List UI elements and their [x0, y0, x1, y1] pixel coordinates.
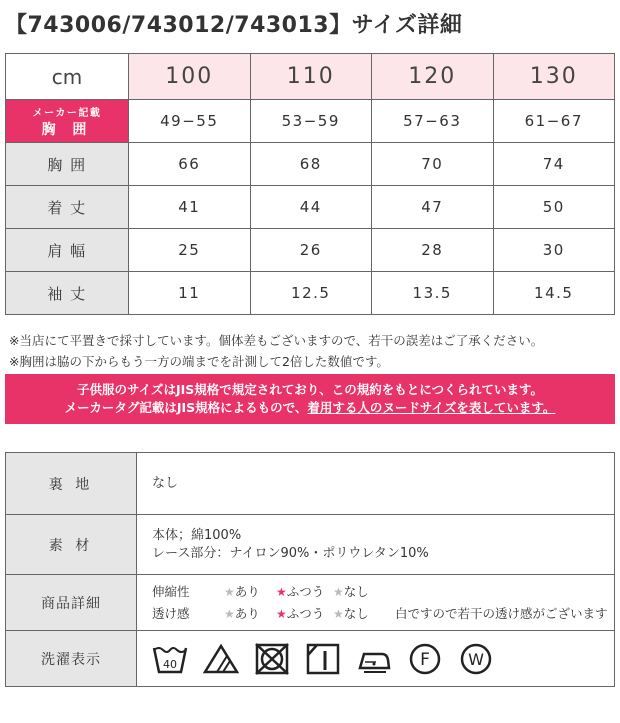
- features-label: 商品詳細: [6, 575, 137, 631]
- table-cell: 57−63: [372, 100, 494, 143]
- sheer-option-normal: ★ふつう: [276, 605, 325, 621]
- svg-text:40: 40: [163, 657, 177, 671]
- sheer-row: [152, 603, 614, 625]
- table-cell: 13.5: [372, 272, 494, 315]
- iron-low-icon: [356, 642, 392, 676]
- care-icons: [137, 631, 615, 687]
- star-icon: ★: [276, 606, 287, 621]
- table-cell: 12.5: [250, 272, 372, 315]
- jis-info-banner: [5, 374, 615, 424]
- material-line-1: 本体；綿100%: [152, 527, 242, 543]
- table-row: [6, 100, 615, 143]
- wash-40-icon: [152, 642, 188, 676]
- care-label: 洗濯表示: [6, 631, 137, 687]
- banner-line-1: 子供服のサイズはJIS規格で規定されており、この規約をもとにつくられています。: [76, 382, 544, 397]
- row-label-chest: 胸 囲: [6, 143, 129, 186]
- size-table: [5, 53, 615, 315]
- star-icon: ★: [333, 584, 344, 599]
- star-icon: ★: [276, 584, 287, 599]
- maker-chest-label: [6, 100, 129, 143]
- stretch-option-yes: ★あり: [224, 583, 260, 599]
- star-icon: ★: [224, 606, 235, 621]
- table-cell: 41: [129, 186, 251, 229]
- wet-clean-w-icon: [458, 642, 494, 676]
- note-line: ※胸囲は脇の下からもう一方の端までを計測して2倍した数値です。: [9, 354, 389, 369]
- table-cell: 53−59: [250, 100, 372, 143]
- material-label: 素 材: [6, 515, 137, 575]
- table-cell: 14.5: [493, 272, 615, 315]
- banner-line-2b: 着用する人のヌードサイズを表しています。: [307, 400, 556, 415]
- stretch-label: 伸縮性: [152, 583, 190, 599]
- table-row: [6, 453, 615, 515]
- table-cell: 44: [250, 186, 372, 229]
- maker-label-top: メーカー記載: [32, 107, 102, 119]
- no-tumble-dry-icon: [254, 642, 290, 676]
- table-row: [6, 575, 615, 631]
- unit-cell: cm: [6, 54, 129, 100]
- table-cell: 25: [129, 229, 251, 272]
- stretch-option-normal: ★ふつう: [276, 583, 325, 599]
- svg-text:W: W: [468, 649, 484, 669]
- table-cell: 66: [129, 143, 251, 186]
- sheer-option-yes: ★あり: [224, 605, 260, 621]
- row-label-length: 着 丈: [6, 186, 129, 229]
- table-cell: 47: [372, 186, 494, 229]
- table-row: [6, 272, 615, 315]
- table-cell: 74: [493, 143, 615, 186]
- table-row: [6, 631, 615, 687]
- table-cell: 30: [493, 229, 615, 272]
- dryclean-f-icon: [407, 642, 443, 676]
- sheer-label: 透け感: [152, 605, 190, 621]
- table-cell: 50: [493, 186, 615, 229]
- lining-value: なし: [137, 453, 615, 515]
- table-cell: 11: [129, 272, 251, 315]
- svg-text:F: F: [420, 649, 430, 670]
- table-cell: 49−55: [129, 100, 251, 143]
- material-line-2: レース部分：ナイロン90%・ポリウレタン10%: [152, 545, 429, 561]
- features-value: [137, 575, 615, 631]
- page-title: 【743006/743012/743013】サイズ詳細: [5, 13, 463, 38]
- sheer-option-no: ★なし: [333, 605, 369, 621]
- table-cell: 26: [250, 229, 372, 272]
- bleach-triangle-icon: [203, 642, 239, 676]
- table-row: [6, 143, 615, 186]
- size-header-row: [6, 54, 615, 100]
- maker-label-bottom: 胸 囲: [41, 121, 93, 138]
- note-line: ※当店にて平置きで採寸しています。個体差もございますので、若干の誤差はご了承ください。: [9, 333, 544, 348]
- lining-label: 裏 地: [6, 453, 137, 515]
- size-header-110: 110: [250, 54, 372, 100]
- row-label-shoulder: 肩 幅: [6, 229, 129, 272]
- detail-table: [5, 452, 615, 687]
- size-header-100: 100: [129, 54, 251, 100]
- table-row: [6, 515, 615, 575]
- line-dry-shade-icon: [305, 642, 341, 676]
- size-header-130: 130: [493, 54, 615, 100]
- star-icon: ★: [333, 606, 344, 621]
- table-row: [6, 229, 615, 272]
- size-header-120: 120: [372, 54, 494, 100]
- table-cell: 68: [250, 143, 372, 186]
- stretch-option-no: ★なし: [333, 583, 369, 599]
- row-label-sleeve: 袖 丈: [6, 272, 129, 315]
- table-cell: 28: [372, 229, 494, 272]
- banner-line-2: [5, 399, 615, 417]
- measurement-notes: [9, 330, 543, 372]
- banner-line-2a: メーカータグ記載はJIS規格によるもので、: [64, 400, 308, 415]
- care-icon-row: [152, 642, 614, 676]
- material-value: [137, 515, 615, 575]
- table-cell: 61−67: [493, 100, 615, 143]
- table-cell: 70: [372, 143, 494, 186]
- stretch-row: [152, 581, 614, 603]
- table-row: [6, 186, 615, 229]
- sheer-note: 白ですので若干の透け感がございます: [395, 605, 608, 621]
- star-icon: ★: [224, 584, 235, 599]
